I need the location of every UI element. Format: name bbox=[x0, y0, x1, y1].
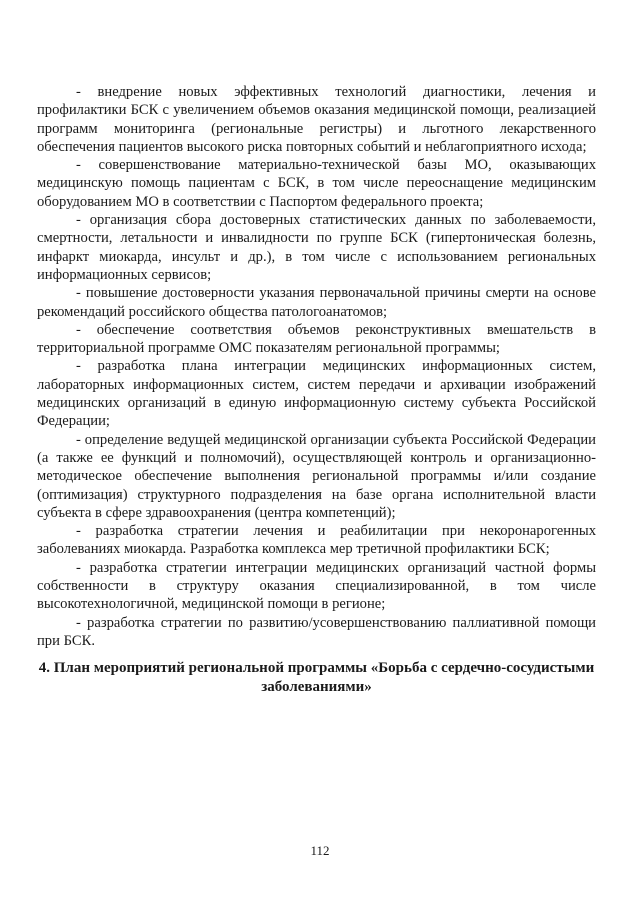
list-item: - разработка стратегии лечения и реабилитации при некоронарогенных заболеваниях миокарда. Разработка комплекса мер третичной профилактики БСК; bbox=[37, 523, 596, 558]
list-item: - обеспечение соответствия объемов реконструктивных вмешательств в территориальной программе ОМС показателям региональной программы; bbox=[37, 321, 596, 357]
list-item: - организация сбора достоверных статистических данных по заболеваемости, смертности, летальности и инвалидности по группе БСК (гипертоническая болезнь, инфаркт миокарда, инсульт и др.), в том числе с использованием региональных информационных сервисов; bbox=[37, 212, 596, 283]
page-number: 112 bbox=[310, 843, 330, 858]
list-item: - совершенствование материально-технической базы МО, оказывающих медицинскую помощь пациентам с БСК, в том числе переоснащение медицинским оборудованием МО в соответствии с Паспортом федерального проекта; bbox=[37, 157, 596, 210]
list-item: - определение ведущей медицинской организации субъекта Российской Федерации (а также ее функций и полномочий), осуществляющей контроль и организационно-методическое обеспечение выполнения региональной программы и/или создание (оптимизация) структурного подразделения на базе органа исполнительной власти субъекта в сфере здравоохранения (центра компетенций); bbox=[37, 431, 596, 521]
list-item: - разработка стратегии интеграции медицинских организаций частной формы собственности в структуру оказания специализированной, в том числе высокотехнологичной, медицинской помощи в регионе; bbox=[37, 559, 596, 613]
list-item: - разработка плана интеграции медицинских информационных систем, лабораторных информационных систем, систем передачи и архивации изображений медицинских организаций в единую информационную систему субъекта Российской Федерации; bbox=[37, 358, 596, 430]
list-item: - повышение достоверности указания первоначальной причины смерти на основе рекомендаций российского общества патологоанатомов; bbox=[37, 285, 596, 320]
body-text bbox=[37, 83, 596, 650]
section-title: 4. План мероприятий региональной программы «Борьба с сердечно-сосудистыми заболеваниями» bbox=[38, 660, 595, 695]
list-item: - внедрение новых эффективных технологий диагностики, лечения и профилактики БСК с увеличением объемов оказания медицинской помощи, реализацией программ мониторинга (региональные регистры) и льготного лекарственного обеспечения пациентов высокого риска повторных событий и неблагоприятного исхода; bbox=[37, 84, 596, 155]
list-item: - разработка стратегии по развитию/усовершенствованию паллиативной помощи при БСК. bbox=[37, 614, 596, 649]
